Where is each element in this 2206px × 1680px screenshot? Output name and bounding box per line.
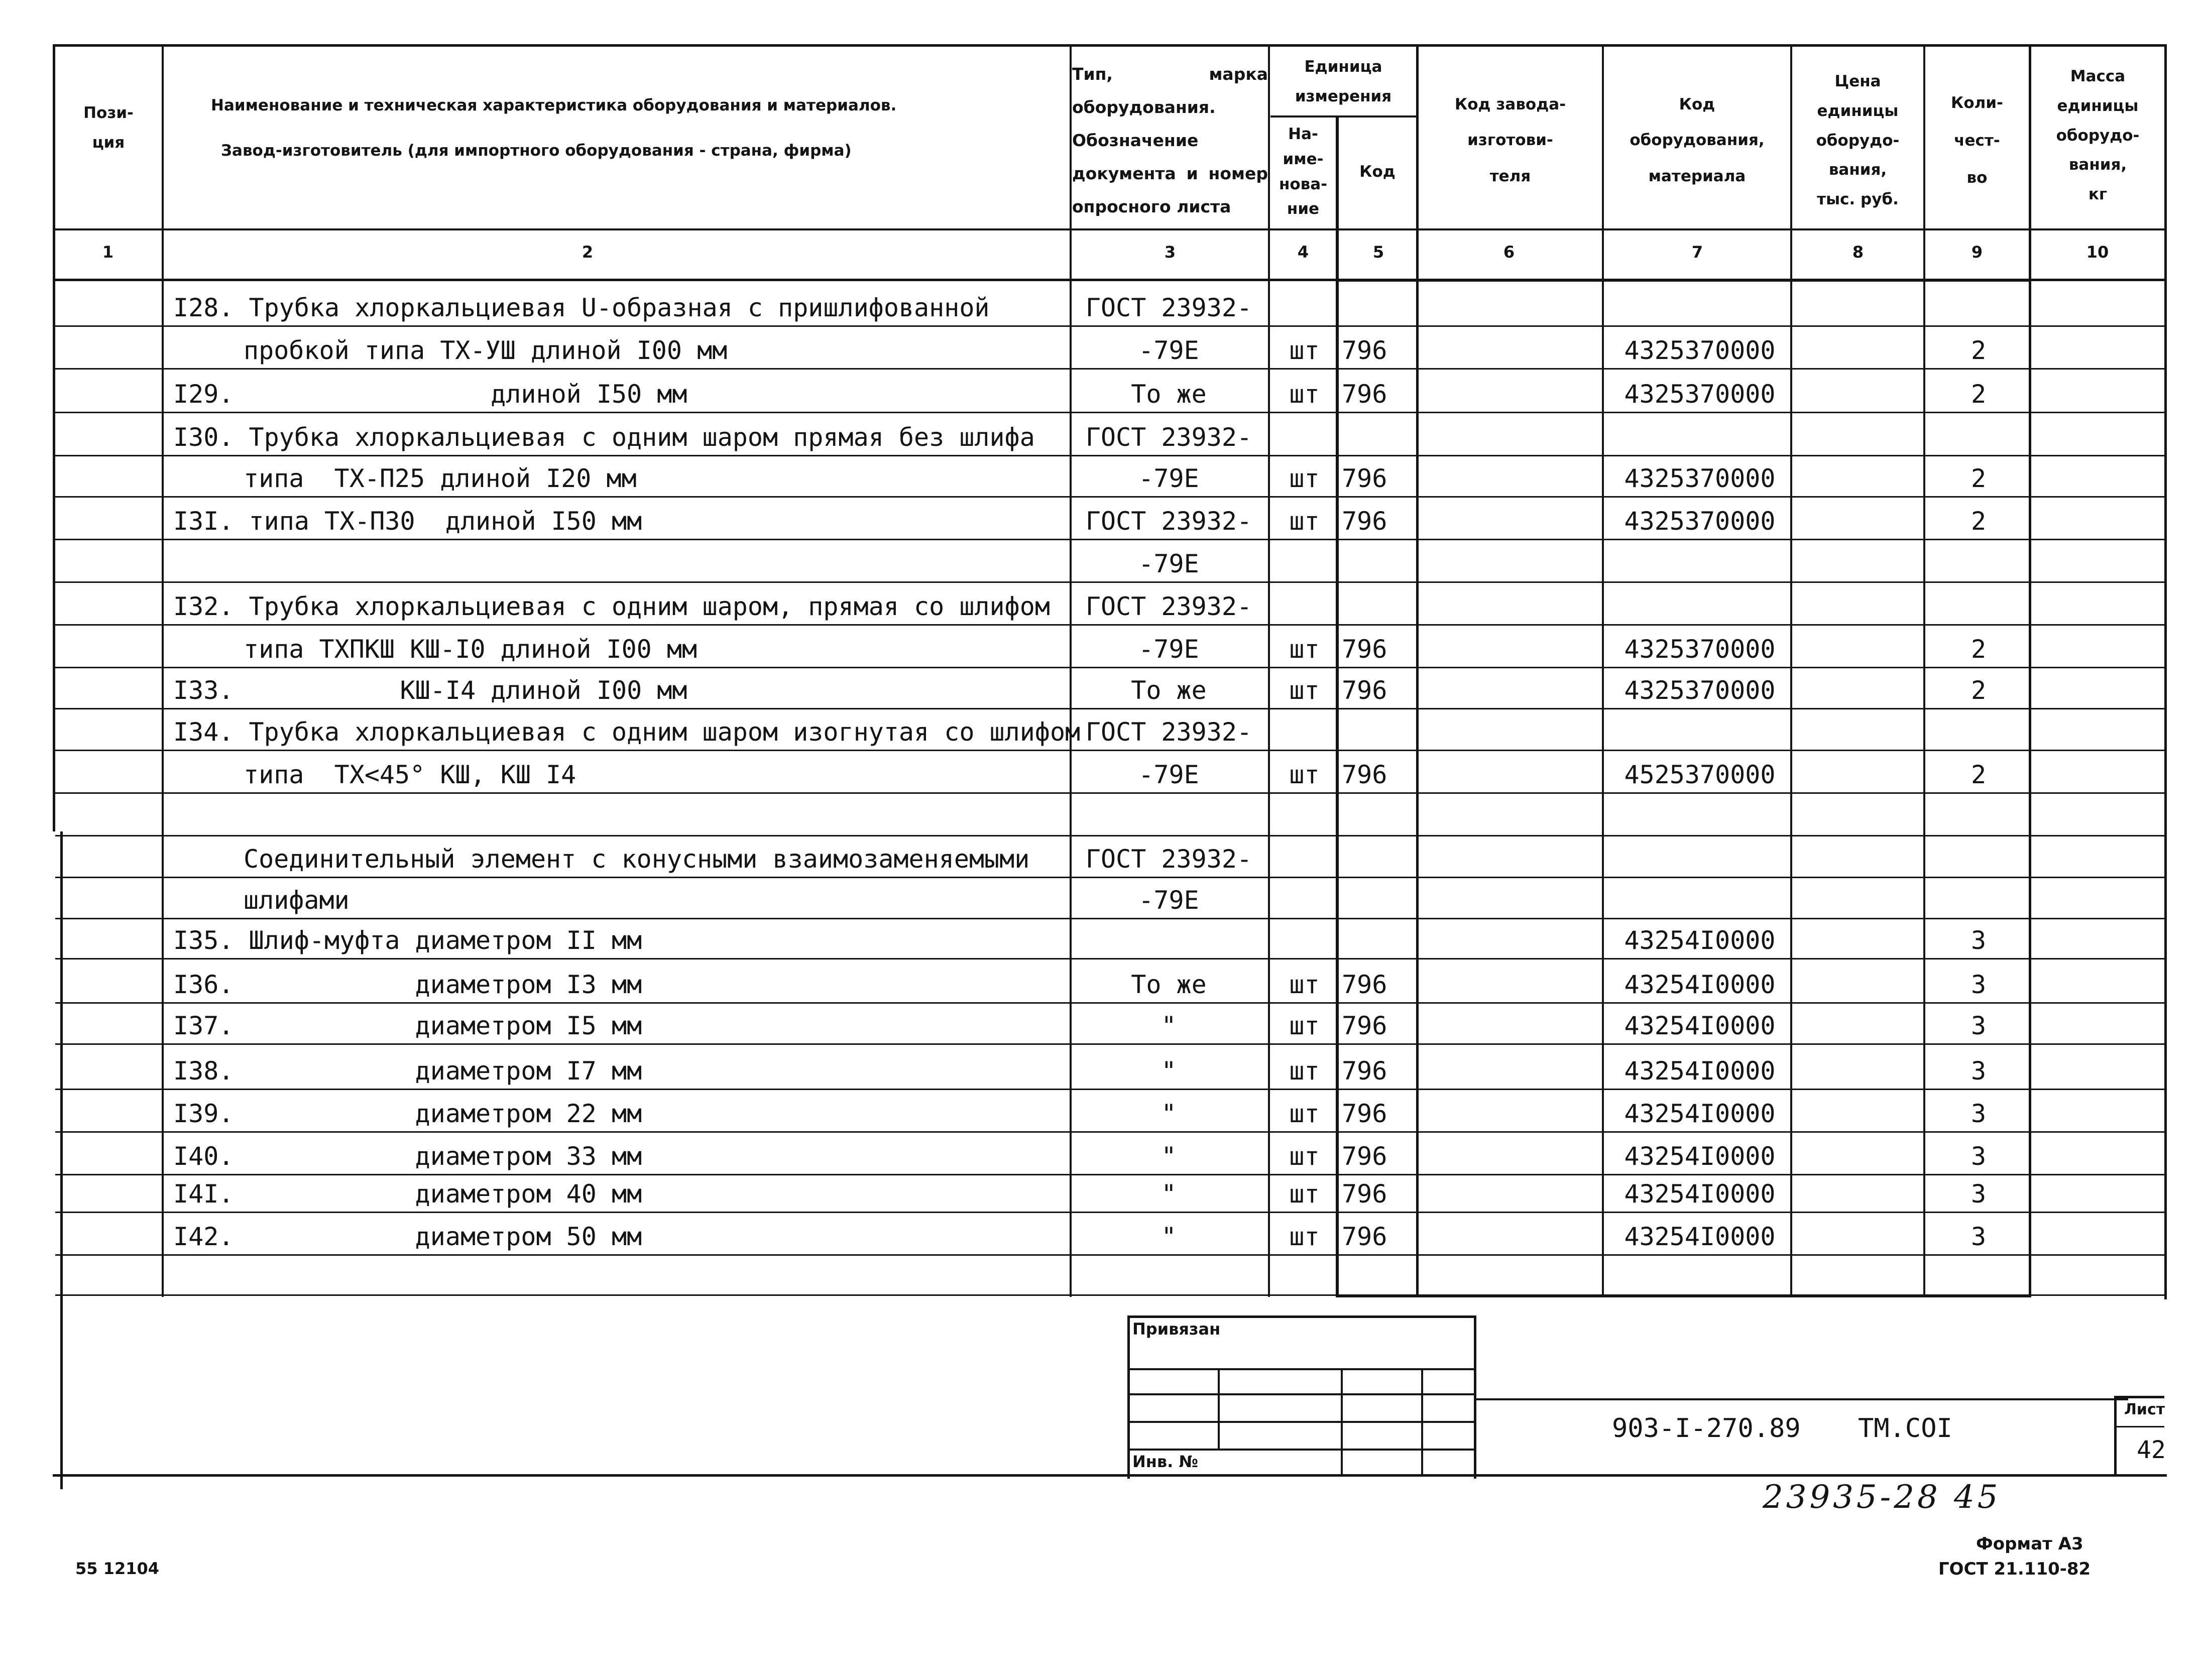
stamp-right-line [1474,1315,1476,1479]
row-type: " [1161,1179,1177,1209]
row-name: I29. длиной I50 мм [173,380,687,409]
doc-code-top-line [1475,1398,2128,1400]
stamp-col-line-1 [1218,1368,1220,1449]
row-name: I38. диаметром I7 мм [173,1056,642,1086]
row-code: 796 [1342,635,1387,664]
row-type: -79Е [1138,760,1199,789]
row-separator [55,918,2164,919]
column-number: 3 [1164,243,1176,262]
format-label: Формат А3 [1976,1534,2083,1554]
row-qty: 3 [1970,1222,1987,1251]
row-qty: 3 [1970,1179,1987,1209]
row-unit: шт [1289,507,1320,536]
row-unit: шт [1289,464,1320,493]
row-name: I4I. диаметром 40 мм [173,1179,642,1209]
row-type: ГОСТ 23932- [1085,845,1252,874]
row-separator [55,1212,2164,1213]
sheet-box-mid [2114,1426,2164,1427]
row-type: ГОСТ 23932- [1085,423,1252,452]
row-separator [55,1002,2164,1004]
stamp-row-line-4 [1127,1449,1475,1451]
row-equip: 4325370000 [1624,676,1776,705]
row-type: То же [1131,676,1207,705]
column-number: 10 [2086,243,2109,262]
row-code: 796 [1342,507,1387,536]
row-equip: 4325370000 [1624,635,1776,664]
row-name: I34. Трубка хлоркальциевая с одним шаром изогнутая со шлифом [173,717,1081,747]
col-line-4 [1336,115,1339,1297]
header-name-line1: Наименование и техническая характеристика оборудования и материалов. [211,96,897,114]
row-separator [55,708,2164,709]
stamp-col-line-2 [1341,1368,1343,1476]
row-unit: шт [1289,1222,1320,1251]
row-type: ГОСТ 23932- [1085,293,1252,322]
row-equip: 43254I0000 [1624,1179,1776,1209]
column-number: 2 [582,243,594,262]
row-separator [55,496,2164,498]
row-type: " [1161,1222,1177,1251]
row-type: ГОСТ 23932- [1085,717,1252,747]
row-equip: 4325370000 [1624,507,1776,536]
frame-left-lower-line [60,831,63,1489]
row-code: 796 [1342,1142,1387,1171]
row-equip: 43254I0000 [1624,1142,1776,1171]
row-code: 796 [1342,380,1387,409]
col-line-9 [2029,44,2031,1297]
column-number: 7 [1691,243,1703,262]
header-separator [53,228,2167,230]
row-code: 796 [1342,1222,1387,1251]
stamp-bound-label: Привязан [1132,1319,1221,1339]
gost-label: ГОСТ 21.110-82 [1938,1559,2091,1579]
row-separator [55,1131,2164,1133]
row-equip: 43254I0000 [1624,1056,1776,1086]
row-type: " [1161,1142,1177,1171]
row-unit: шт [1289,760,1320,789]
row-qty: 3 [1970,926,1987,955]
row-qty: 2 [1970,760,1987,789]
row-type: ГОСТ 23932- [1085,507,1252,536]
col-line-6 [1602,44,1604,1297]
row-name: пробкой типа ТХ-УШ длиной I00 мм [244,336,728,365]
row-name: I32. Трубка хлоркальциевая с одним шаром, прямая со шлифом [173,592,1050,621]
row-type: -79Е [1138,635,1199,664]
row-qty: 3 [1970,1011,1987,1040]
row-separator [55,750,2164,751]
header-plant-code: Код завода- изготови- теля [1454,95,1566,185]
row-separator [55,792,2164,794]
sheet-number: 42 [2137,1436,2166,1464]
row-separator [55,877,2164,878]
row-name: I35. Шлиф-муфта диаметром II мм [173,926,642,955]
row-type: -79Е [1138,464,1199,493]
column-number: 9 [1971,243,1983,262]
column-number: 4 [1297,243,1309,262]
header-unit-code: Код [1359,163,1396,181]
row-type: То же [1131,380,1207,409]
row-code: 796 [1342,760,1387,789]
row-qty: 3 [1970,1142,1987,1171]
row-unit: шт [1289,635,1320,664]
stamp-col-line-3 [1421,1368,1423,1476]
document-mark: ТМ.COI [1858,1413,1952,1444]
column-number: 8 [1852,243,1864,262]
header-type: Тип, марка оборудования. Обозначение документа и номер опросного листа [1072,64,1268,216]
row-separator [55,325,2164,327]
row-name: I37. диаметром I5 мм [173,1011,642,1040]
row-type: " [1161,1011,1177,1040]
row-code: 796 [1342,1099,1387,1128]
sheet-label: Лист [2124,1401,2165,1418]
row-separator [55,624,2164,626]
row-unit: шт [1289,336,1320,365]
row-separator [55,667,2164,668]
row-qty: 2 [1970,676,1987,705]
row-separator [55,1089,2164,1090]
stamp-row-line-1 [1127,1368,1475,1370]
row-name: I36. диаметром I3 мм [173,970,642,999]
row-unit: шт [1289,1179,1320,1209]
stamp-row-line-3 [1127,1421,1475,1423]
unit-group-line [1270,115,1416,117]
row-unit: шт [1289,676,1320,705]
row-name: шлифами [244,886,350,915]
row-equip: 4325370000 [1624,336,1776,365]
row-name: I30. Трубка хлоркальциевая с одним шаром прямая без шлифа [173,423,1035,452]
col-line-2 [1070,44,1072,1297]
row-qty: 2 [1970,635,1987,664]
row-name: I3I. типа ТХ-П30 длиной I50 мм [173,507,642,536]
row-separator [55,1254,2164,1256]
stamp-top-line [1127,1315,1475,1318]
row-name: I33. КШ-I4 длиной I00 мм [173,676,687,705]
row-separator [55,581,2164,583]
row-qty: 2 [1970,507,1987,536]
column-number: 6 [1503,243,1515,262]
col-line-5 [1416,44,1419,1297]
row-name: I40. диаметром 33 мм [173,1142,642,1171]
row-type: ГОСТ 23932- [1085,592,1252,621]
row-name: I28. Трубка хлоркальциевая U-образная с пришлифованной [173,293,990,322]
thick-box-top [1336,279,2031,282]
row-qty: 3 [1970,1056,1987,1086]
row-code: 796 [1342,1011,1387,1040]
row-name: типа ТХ<45° КШ, КШ I4 [244,760,576,789]
row-name: I42. диаметром 50 мм [173,1222,642,1251]
header-mass: Масса единицы оборудо- вания, кг [2056,67,2140,204]
header-price: Цена единицы оборудо- вания, тыс. руб. [1816,72,1900,209]
row-unit: шт [1289,1011,1320,1040]
row-code: 796 [1342,464,1387,493]
row-name: типа ТХ-П25 длиной I20 мм [244,464,637,493]
row-unit: шт [1289,1056,1320,1086]
row-type: -79Е [1138,336,1199,365]
header-name-line2: Завод-изготовитель (для импортного оборудования - страна, фирма) [221,141,852,160]
row-code: 796 [1342,676,1387,705]
row-equip: 43254I0000 [1624,926,1776,955]
row-equip: 4325370000 [1624,380,1776,409]
row-type: -79Е [1138,886,1199,915]
row-equip: 4325370000 [1624,464,1776,493]
row-equip: 43254I0000 [1624,1099,1776,1128]
row-separator [55,958,2164,959]
row-name: Соединительный элемент с конусными взаимозаменяемыми [244,845,1030,874]
sheet-box-top [2114,1396,2164,1398]
column-number: 5 [1372,243,1384,262]
row-code: 796 [1342,1179,1387,1209]
row-code: 796 [1342,336,1387,365]
frame-top-line [53,44,2166,47]
stamp-left-line [1127,1315,1130,1479]
row-separator [55,539,2164,540]
row-code: 796 [1342,970,1387,999]
row-qty: 2 [1970,464,1987,493]
header-unit-name: На- име- нова- ние [1279,125,1328,218]
row-name: типа ТХПКШ КШ-I0 длиной I00 мм [244,635,698,664]
sheet-box-left [2114,1396,2117,1476]
row-unit: шт [1289,1099,1320,1128]
row-equip: 43254I0000 [1624,970,1776,999]
stamp-row-line-2 [1127,1393,1475,1395]
row-type: " [1161,1056,1177,1086]
row-separator [55,1174,2164,1175]
header-position: Пози- ция [83,104,134,152]
handwritten-number: 23935-28 45 [1763,1479,2001,1516]
row-type: То же [1131,970,1207,999]
col-line-1 [162,44,164,1297]
row-separator [55,1043,2164,1045]
col-line-3 [1268,44,1270,1297]
row-qty: 3 [1970,1099,1987,1128]
row-qty: 2 [1970,336,1987,365]
header-quantity: Коли- чест- во [1951,94,2003,187]
row-code: 796 [1342,1056,1387,1086]
row-qty: 3 [1970,970,1987,999]
document-code: 903-I-270.89 [1612,1413,1801,1444]
header-unit-group: Единица измерения [1295,57,1392,105]
row-unit: шт [1289,380,1320,409]
row-unit: шт [1289,1142,1320,1171]
row-separator [55,455,2164,456]
col-line-8 [1923,44,1925,1297]
row-type: -79Е [1138,549,1199,578]
row-separator [55,412,2164,413]
column-number: 1 [102,243,114,262]
row-equip: 43254I0000 [1624,1222,1776,1251]
frame-right-line [2164,44,2167,1299]
row-separator [55,368,2164,370]
row-separator [55,835,2164,836]
row-equip: 43254I0000 [1624,1011,1776,1040]
stamp-inventory-label: Инв. № [1132,1452,1198,1471]
row-equip: 4525370000 [1624,760,1776,789]
row-separator [55,1294,2164,1296]
row-qty: 2 [1970,380,1987,409]
row-unit: шт [1289,970,1320,999]
header-equipment-code: Код оборудования, материала [1630,95,1765,185]
print-code: 55 12104 [75,1559,159,1578]
frame-bottom-line [53,1474,2167,1477]
row-name: I39. диаметром 22 мм [173,1099,642,1128]
row-type: " [1161,1099,1177,1128]
